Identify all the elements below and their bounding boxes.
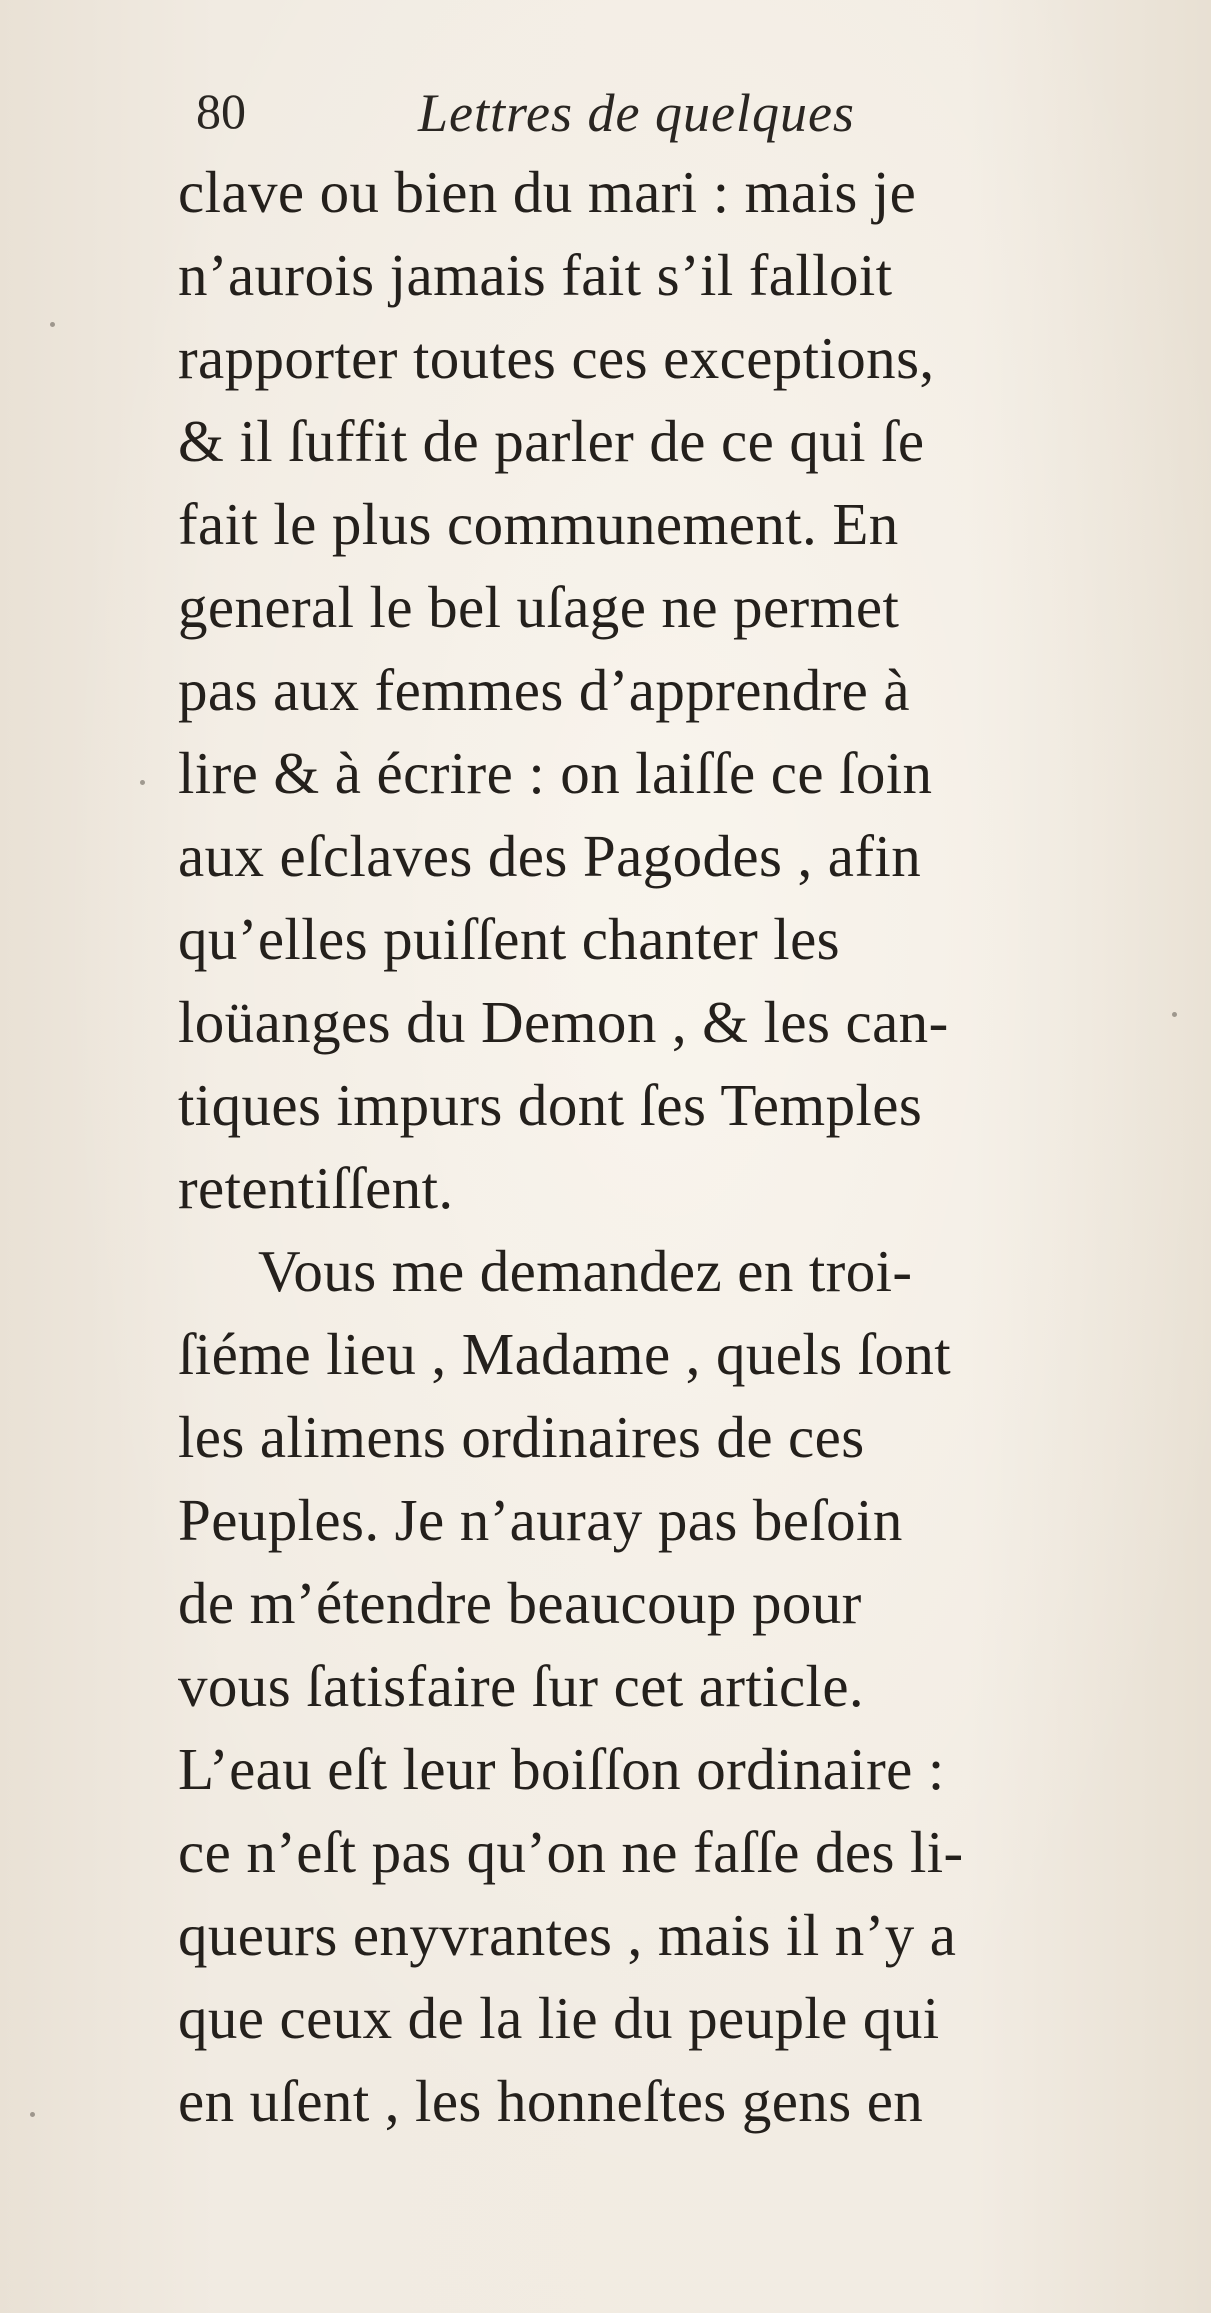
- paper-speck: [50, 322, 55, 327]
- text-line: L’eau eſt leur boiſſon ordinaire :: [178, 1736, 945, 1802]
- page-header: [196, 82, 996, 152]
- text-line: general le bel uſage ne permet: [178, 574, 900, 640]
- text-line: pas aux femmes d’apprendre à: [178, 657, 910, 723]
- text-line: que ceux de la lie du peuple qui: [178, 1985, 940, 2051]
- text-line: queurs enyvrantes , mais il n’y a: [178, 1902, 957, 1968]
- text-line: Peuples. Je n’auray pas beſoin: [178, 1487, 903, 1553]
- text-line: vous ſatisfaire ſur cet article.: [178, 1653, 865, 1719]
- paper-speck: [30, 2112, 35, 2117]
- text-line: n’aurois jamais fait s’il falloit: [178, 242, 893, 308]
- text-line: & il ſuffit de parler de ce qui ſe: [178, 408, 925, 474]
- text-line: clave ou bien du mari : mais je: [178, 159, 917, 225]
- text-line: Vous me demandez en troi-: [258, 1238, 913, 1304]
- text-line: ſiéme lieu , Madame , quels ſont: [178, 1321, 952, 1387]
- paper-speck: [1172, 1012, 1177, 1017]
- text-line: loüanges du Demon , & les can-: [178, 989, 949, 1055]
- text-line: fait le plus communement. En: [178, 491, 899, 557]
- text-line: ce n’eſt pas qu’on ne faſſe des li-: [178, 1819, 964, 1885]
- page-number: 80: [196, 83, 246, 139]
- text-line: en uſent , les honneſtes gens en: [178, 2068, 924, 2134]
- text-line: les alimens ordinaires de ces: [178, 1404, 865, 1470]
- text-line: tiques impurs dont ſes Temples: [178, 1072, 923, 1138]
- text-line: de m’étendre beaucoup pour: [178, 1570, 862, 1636]
- text-line: qu’elles puiſſent chanter les: [178, 906, 841, 972]
- text-line: lire & à écrire : on laiſſe ce ſoin: [178, 740, 933, 806]
- text-line: retentiſſent.: [178, 1155, 454, 1221]
- text-line: aux eſclaves des Pagodes , afin: [178, 823, 922, 889]
- text-line: rapporter toutes ces exceptions,: [178, 325, 935, 391]
- running-title: Lettres de quelques: [418, 83, 855, 143]
- paper-speck: [140, 780, 145, 785]
